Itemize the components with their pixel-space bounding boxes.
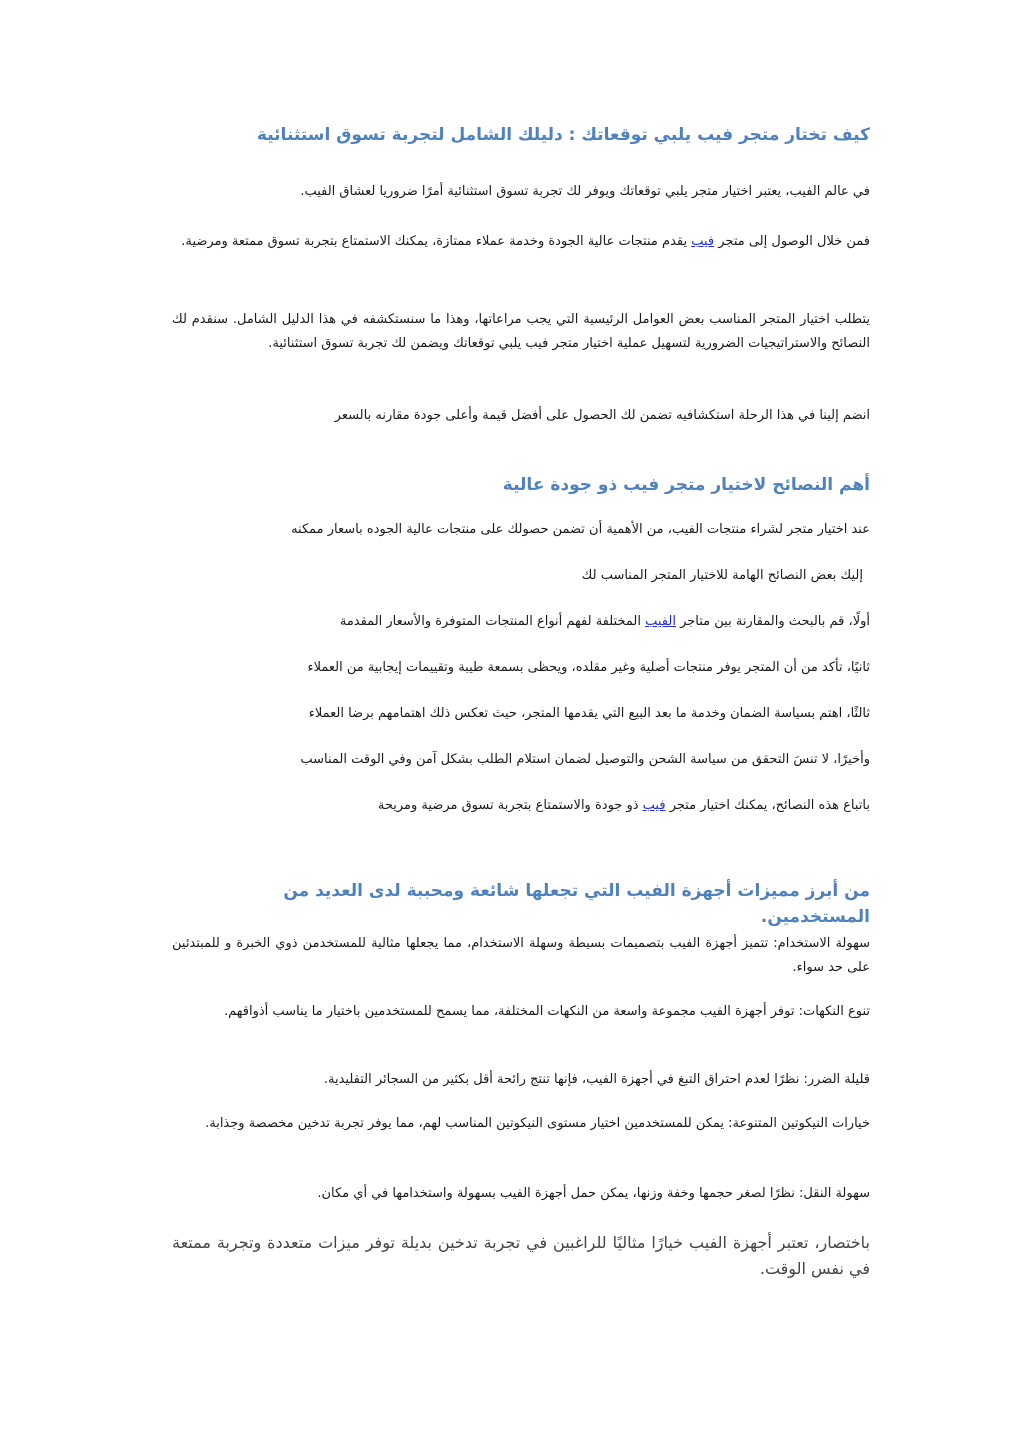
tip-first-text-start: أولًا، قم بالبحث والمقارنة بين متاجر xyxy=(675,614,870,629)
intro-paragraph-2-text-end: يقدم منتجات عالية الجودة وخدمة عملاء ممتازة، يمكنك الاستمتاع بتجربة تسوق ممتعة ومرضية. xyxy=(181,234,692,249)
intro-paragraph-2 xyxy=(172,230,870,254)
intro-paragraph-3: يتطلب اختيار المتجر المناسب بعض العوامل الرئيسية التي يجب مراعاتها، وهذا ما سنستكشفه في هذا الدليل الشامل. سنقدم لك النصائح والاستراتيجيات الضرورية لتسهيل عملية اختيار متجر فيب يلبي توقعاتك ويضمن لك تجربة تسوق استثنائية. xyxy=(172,312,870,351)
page-title: كيف تختار متجر فيب يلبي توقعاتك : دليلك الشامل لتجربة تسوق استثنائية xyxy=(256,125,870,145)
feature-portability: سهولة النقل: نظرًا لصغر حجمها وخفة وزنها، يمكن حمل أجهزة الفيب بسهولة واستخدامها في أي مكان. xyxy=(317,1186,870,1201)
feature-flavor-variety: تنوع النكهات: توفر أجهزة الفيب مجموعة واسعة من النكهات المختلفة، مما يسمح للمستخدمين باختيار ما يناسب أذواقهم. xyxy=(224,1004,870,1019)
vape-store-link[interactable]: فيب xyxy=(642,798,666,813)
tip-last: وأخيرًا، لا تنسَ التحقق من سياسة الشحن والتوصيل لضمان استلام الطلب بشكل آمن وفي الوقت المناسب xyxy=(300,752,870,767)
vape-link[interactable]: فيب xyxy=(691,234,715,249)
summary-paragraph: باختصار، تعتبر أجهزة الفيب خيارًا مثاليًا للراغبين في تجربة تدخين بديلة توفر ميزات متعددة وتجربة ممتعة في نفس الوقت. xyxy=(172,1233,870,1278)
tip-third: ثالثًا، اهتم بسياسة الضمان وخدمة ما بعد البيع التي يقدمها المتجر، حيث تعكس ذلك اهتمامهم برضا العملاء xyxy=(308,706,870,721)
intro-paragraph-2-text-start: فمن خلال الوصول إلى متجر xyxy=(714,234,870,249)
tips-paragraph-2: إليك بعض النصائح الهامة للاختيار المتجر المناسب لك xyxy=(581,568,863,583)
tip-second: ثانيًا، تأكد من أن المتجر يوفر منتجات أصلية وغير مقلده، ويحظى بسمعة طيبة وتقييمات إيجابية من العملاء xyxy=(307,660,870,675)
tips-closing xyxy=(172,794,870,818)
intro-paragraph-4: انضم إلينا في هذا الرحلة استكشافيه تضمن لك الحصول على أفضل قيمة وأعلى جودة مقارنه بالسعر xyxy=(334,408,870,423)
features-heading: من أبرز مميزات أجهزة الفيب التي تجعلها شائعة ومحببة لدى العديد من المستخدمين. xyxy=(283,881,870,927)
feature-less-harm: قليلة الضرر: نظرًا لعدم احتراق التبغ في أجهزة الفيب، فإنها تنتج رائحة أقل بكثير من السجائر التقليدية. xyxy=(323,1072,870,1087)
intro-paragraph-1: في عالم الفيب، يعتبر اختيار متجر يلبي توقعاتك ويوفر لك تجربة تسوق استثنائية أمرًا ضروريا لعشاق الفيب. xyxy=(300,184,870,199)
tip-first xyxy=(172,610,870,634)
tips-paragraph-1: عند اختيار متجر لشراء منتجات الفيب، من الأهمية أن تضمن حصولك على منتجات عالية الجوده باسعار ممكنه xyxy=(291,522,870,537)
tips-closing-text-end: ذو جودة والاستمتاع بتجربة تسوق مرضية ومريحة xyxy=(377,798,643,813)
vape-stores-link[interactable]: الفيب xyxy=(645,614,676,629)
tip-first-text-end: المختلفة لفهم أنواع المنتجات المتوفرة والأسعار المقدمة xyxy=(339,614,646,629)
tips-heading: أهم النصائح لاختيار متجر فيب ذو جودة عالية xyxy=(502,475,870,495)
feature-nicotine-options: خيارات النيكوتين المتنوعة: يمكن للمستخدمين اختيار مستوى النيكوتين المناسب لهم، مما يوفر تجربة تدخين مخصصة وجذابة. xyxy=(205,1116,870,1131)
tips-closing-text-start: باتباع هذه النصائح، يمكنك اختيار متجر xyxy=(665,798,870,813)
feature-ease-of-use: سهولة الاستخدام: تتميز أجهزة الفيب بتصميمات بسيطة وسهلة الاستخدام، مما يجعلها مثالية للمستخدمن ذوي الخبرة و للمبتدئين على حد سواء. xyxy=(172,936,870,975)
